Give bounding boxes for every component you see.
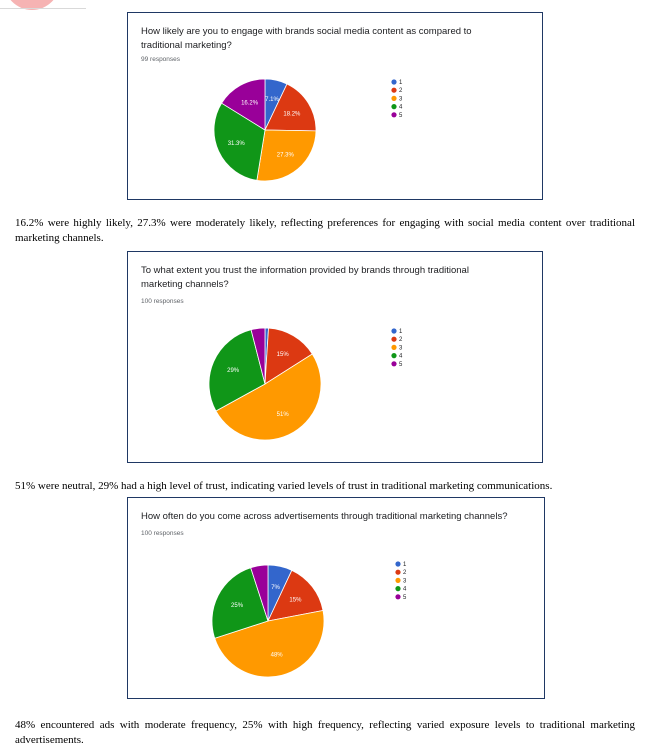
legend-label: 1 <box>403 562 407 568</box>
pie-chart-svg <box>128 13 544 201</box>
slice-data-label: 51% <box>276 411 289 418</box>
legend-swatch <box>395 578 400 583</box>
chart-card-trust <box>127 251 543 463</box>
legend-swatch <box>391 353 396 358</box>
legend-label: 1 <box>399 329 403 335</box>
legend-swatch <box>395 586 400 591</box>
summary-paragraph: 48% encountered ads with moderate frequency, 25% with high frequency, reflecting varied exposure levels to traditional marketing advertisements. <box>15 719 635 746</box>
slice-data-label: 15% <box>289 597 302 604</box>
legend-label: 3 <box>403 578 407 585</box>
chart-title: To what extent you trust the information provided by brands through traditional marketing channels? <box>141 265 469 290</box>
legend-label: 2 <box>399 337 403 344</box>
legend-swatch <box>391 328 396 333</box>
slice-data-label: 25% <box>231 603 244 610</box>
legend-swatch <box>391 96 396 101</box>
legend-label: 4 <box>399 104 403 111</box>
pie-chart-svg <box>128 252 544 464</box>
chart-card-engagement <box>127 12 543 200</box>
legend-label: 4 <box>399 353 403 360</box>
legend-label: 2 <box>399 88 403 95</box>
chart-title: How often do you come across advertisements through traditional marketing channels? <box>141 511 508 522</box>
slice-data-label: 31.3% <box>227 141 245 148</box>
legend-label: 3 <box>399 345 403 352</box>
chart-title: How likely are you to engage with brands social media content as compared to traditional marketing? <box>141 26 472 51</box>
slice-data-label: 18.2% <box>283 111 301 118</box>
response-count: 100 responses <box>141 530 184 537</box>
summary-paragraph: 51% were neutral, 29% had a high level of trust, indicating varied levels of trust in traditional marketing communications. <box>15 480 553 492</box>
summary-paragraph: 16.2% were highly likely, 27.3% were moderately likely, reflecting preferences for engaging with social media content over traditional marketing channels. <box>15 217 635 244</box>
slice-data-label: 29% <box>227 368 240 375</box>
slice-data-label: 7% <box>271 585 280 592</box>
legend-label: 4 <box>403 586 407 593</box>
logo-fragment <box>0 0 86 10</box>
legend-label: 5 <box>399 361 403 368</box>
slice-data-label: 15% <box>276 352 289 359</box>
slice-data-label: 7.1% <box>265 97 279 104</box>
legend-label: 3 <box>399 96 403 103</box>
legend-label: 2 <box>403 570 407 577</box>
legend-swatch <box>395 561 400 566</box>
response-count: 100 responses <box>141 298 184 305</box>
legend-swatch <box>391 88 396 93</box>
legend-swatch <box>391 112 396 117</box>
legend-swatch <box>391 79 396 84</box>
legend-label: 5 <box>399 112 403 119</box>
response-count: 99 responses <box>141 56 181 63</box>
slice-data-label: 16.2% <box>241 100 259 107</box>
legend-swatch <box>391 361 396 366</box>
legend-swatch <box>395 570 400 575</box>
slice-data-label: 27.3% <box>276 152 294 159</box>
legend-label: 5 <box>403 594 407 601</box>
legend-label: 1 <box>399 80 403 86</box>
legend-swatch <box>391 345 396 350</box>
chart-card-frequency <box>127 497 545 699</box>
slice-data-label: 48% <box>270 652 283 659</box>
legend-swatch <box>395 594 400 599</box>
legend-swatch <box>391 104 396 109</box>
legend-swatch <box>391 337 396 342</box>
pie-chart-svg <box>128 498 546 700</box>
header-divider <box>0 8 86 9</box>
